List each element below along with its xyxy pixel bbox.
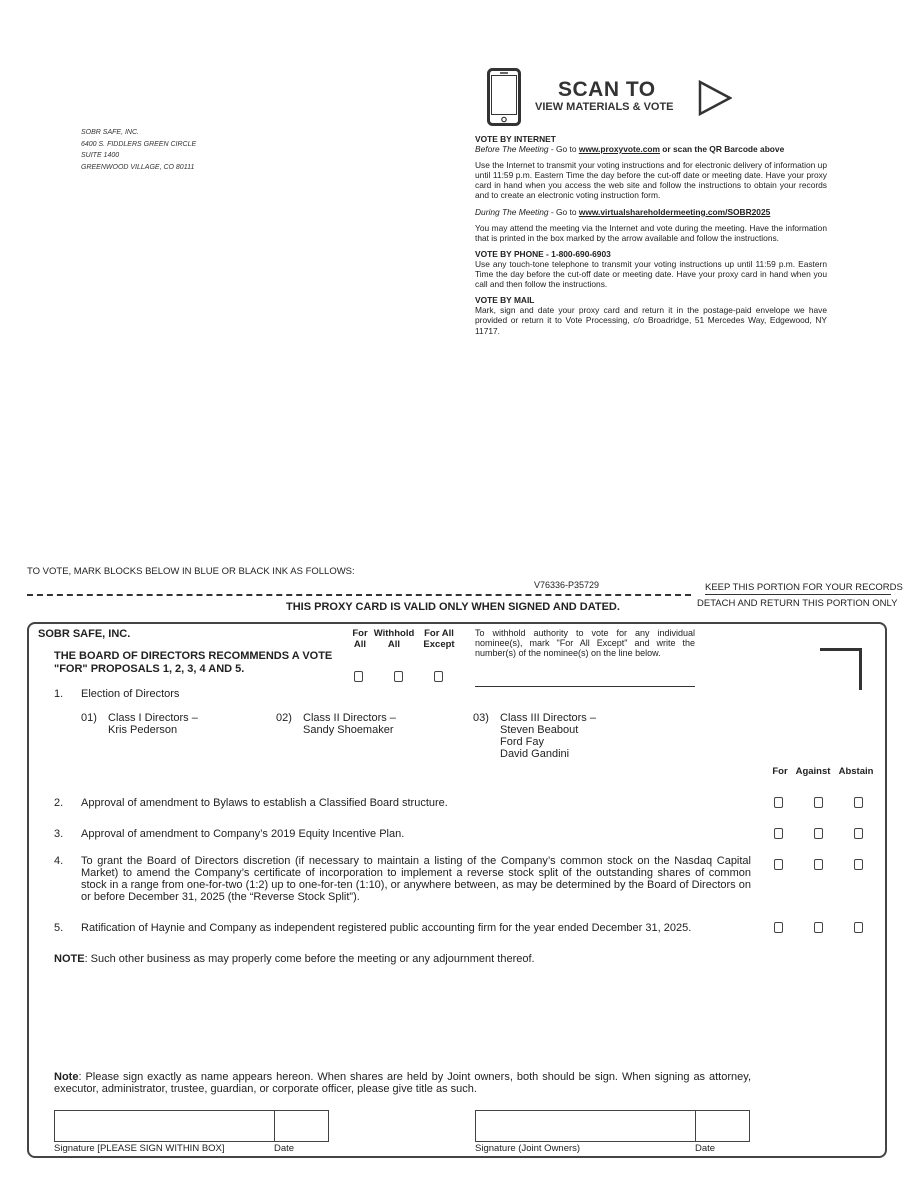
internet-heading: VOTE BY INTERNET: [475, 134, 556, 144]
joint-date-box[interactable]: [695, 1110, 750, 1142]
nominee-line: Ford Fay: [500, 736, 545, 748]
proposal-text: Approval of amendment to Bylaws to establish a Classified Board structure.: [81, 797, 448, 809]
proposal-number: 3.: [54, 828, 64, 840]
internet-paragraph: Use the Internet to transmit your voting instructions and for electronic delivery of information up until 11:59 p.m. Eastern Time the day before the cut-off date or meeting date. Have your proxy card in hand when you access the web site and follow the instructions to obtain your records and to create an electronic voting instruction form.: [475, 160, 827, 201]
detach-line-solid: [705, 594, 891, 595]
address-line: SOBR SAFE, INC.: [81, 129, 139, 136]
virtual-meeting-link[interactable]: www.virtualshareholdermeeting.com/SOBR2025: [578, 206, 771, 217]
for-checkbox[interactable]: [774, 797, 783, 808]
nominee-number: 02): [276, 712, 292, 724]
withhold-instruction: To withhold authority to vote for any individual nominee(s), mark "For All Except" and write the number(s) of the nominee(s) on the line below.: [475, 628, 695, 658]
col-withhold-all: [370, 628, 418, 650]
before-meeting-line: [475, 144, 827, 154]
col-for: For: [772, 766, 788, 777]
col-label: All: [353, 639, 367, 650]
joint-signature-label: Signature (Joint Owners): [475, 1143, 581, 1154]
detach-label: DETACH AND RETURN THIS PORTION ONLY: [697, 598, 898, 609]
proxyvote-link[interactable]: www.proxyvote.com: [578, 144, 660, 155]
signature-label: Signature [PLEASE SIGN WITHIN BOX]: [54, 1143, 225, 1154]
date-box[interactable]: [274, 1110, 329, 1142]
proposal-text: To grant the Board of Directors discretion (if necessary to maintain a listing of the Company’s common stock on the Nasdaq Capital Market) to amend the Company’s certificate of incorporation to implement a reverse stock split of the outstanding shares of common stock in a range from one-for-two (1:2) up to one-for-ten (1:10), or anywhere between, as may be determined by the Board of Directors on or before December 31, 2025 (the “Reverse Stock Split”).: [81, 855, 751, 903]
address-line: GREENWOOD VILLAGE, CO 80111: [81, 163, 195, 171]
before-label: Before The Meeting: [475, 144, 549, 155]
for-all-checkbox[interactable]: [354, 671, 363, 682]
for-checkbox[interactable]: [774, 922, 783, 933]
abstain-checkbox[interactable]: [854, 828, 863, 839]
col-against: Against: [795, 766, 831, 777]
card-company-name: SOBR SAFE, INC.: [38, 628, 131, 640]
nominee-entry: [303, 712, 396, 736]
phone-paragraph: Use any touch-tone telephone to transmit your voting instructions up until 11:59 p.m. Eastern Time the day before the cut-off date or meeting date. Have your proxy card in hand when you call and then follow the instructions.: [475, 258, 827, 290]
abstain-checkbox[interactable]: [854, 922, 863, 933]
nominee-line: Kris Pederson: [108, 724, 178, 736]
col-abstain: Abstain: [838, 766, 874, 777]
board-recommendation: [54, 650, 332, 676]
note-label: NOTE: [54, 953, 85, 965]
nominee-number: 01): [81, 712, 97, 724]
joint-signature-box[interactable]: [475, 1110, 696, 1142]
nominee-entry: [500, 712, 596, 760]
during-label: During The Meeting: [475, 206, 549, 217]
nominee-line: David Gandini: [500, 748, 570, 760]
phone-heading: VOTE BY PHONE - 1-800-690-6903: [475, 248, 611, 259]
col-label: Except: [423, 639, 455, 650]
abstain-checkbox[interactable]: [854, 859, 863, 870]
col-label: Withhold: [373, 628, 415, 639]
nominee-line: Steven Beabout: [500, 724, 579, 736]
corner-mark: [820, 648, 862, 690]
for-all-except-checkbox[interactable]: [434, 671, 443, 682]
signature-box[interactable]: [54, 1110, 275, 1142]
proposal-text: Approval of amendment to Company’s 2019 Equity Incentive Plan.: [81, 828, 405, 840]
note-other-business: [54, 953, 844, 965]
keep-portion-label: KEEP THIS PORTION FOR YOUR RECORDS: [705, 582, 903, 593]
withhold-all-checkbox[interactable]: [394, 671, 403, 682]
abstain-checkbox[interactable]: [854, 797, 863, 808]
nominee-number: 03): [473, 712, 489, 724]
address-line: 6400 S. FIDDLERS GREEN CIRCLE: [81, 140, 197, 148]
col-label: For: [352, 628, 368, 639]
col-for-all-except: [420, 628, 458, 650]
proposal-text: Ratification of Haynie and Company as independent registered public accounting firm for the year ended December 31, 2025.: [81, 922, 692, 934]
col-for-all: [350, 628, 370, 650]
against-checkbox[interactable]: [814, 828, 823, 839]
before-tail: or scan the QR Barcode above: [659, 144, 785, 155]
nominee-entry: [108, 712, 198, 736]
during-paragraph: You may attend the meeting via the Internet and vote during the meeting. Have the information that is printed in the box marked by the arrow available and follow the instructions.: [475, 222, 827, 243]
valid-notice: THIS PROXY CARD IS VALID ONLY WHEN SIGNED AND DATED.: [286, 601, 620, 613]
mark-instruction: TO VOTE, MARK BLOCKS BELOW IN BLUE OR BLACK INK AS FOLLOWS:: [27, 566, 355, 577]
note-label: Note: [54, 1071, 79, 1083]
scan-title: SCAN TO: [558, 78, 656, 101]
scan-subtitle: VIEW MATERIALS & VOTE: [535, 101, 674, 113]
smartphone-icon: [487, 68, 521, 126]
note-text: : Please sign exactly as name appears hereon. When shares are held by Joint owners, both should be sign. When signing as attorney, executor, administrator, trustee, guardian, or corporate officer, please give title as such.: [54, 1071, 751, 1095]
joint-date-label: Date: [695, 1143, 716, 1154]
voting-instructions: [475, 134, 827, 336]
against-checkbox[interactable]: [814, 797, 823, 808]
nominee-line: Class III Directors –: [500, 712, 596, 724]
date-label: Date: [274, 1143, 295, 1154]
play-arrow-icon: [698, 80, 732, 116]
against-checkbox[interactable]: [814, 859, 823, 870]
proposal-number: 4.: [54, 855, 64, 867]
address-line: SUITE 1400: [81, 152, 120, 159]
detach-line: [27, 594, 691, 596]
board-line: "FOR" PROPOSALS 1, 2, 3, 4 AND 5.: [54, 663, 245, 675]
during-text: - Go to: [548, 206, 579, 217]
before-text: - Go to: [548, 144, 579, 155]
col-label: All: [387, 639, 401, 650]
note-text: : Such other business as may properly come before the meeting or any adjournment thereof.: [84, 953, 535, 965]
proposal-number: 2.: [54, 797, 64, 809]
nominee-number-line[interactable]: [475, 686, 695, 687]
control-number: V76336-P35729: [534, 580, 600, 590]
nominee-line: Class II Directors –: [303, 712, 396, 724]
proposal-number: 1.: [54, 688, 64, 700]
against-checkbox[interactable]: [814, 922, 823, 933]
board-line: THE BOARD OF DIRECTORS RECOMMENDS A VOTE: [54, 650, 333, 662]
for-checkbox[interactable]: [774, 828, 783, 839]
nominee-line: Class I Directors –: [108, 712, 198, 724]
col-label: For All: [424, 628, 454, 639]
for-checkbox[interactable]: [774, 859, 783, 870]
note-signing: [54, 1071, 751, 1095]
mailing-address: [81, 127, 196, 173]
mail-heading: VOTE BY MAIL: [475, 295, 535, 306]
nominee-line: Sandy Shoemaker: [303, 724, 394, 736]
proposal-text: Election of Directors: [81, 688, 180, 700]
mail-paragraph: Mark, sign and date your proxy card and return it in the postage-paid envelope we have provided or return it to Vote Processing, c/o Broadridge, 51 Mercedes Way, Edgewood, NY 11717.: [475, 305, 827, 336]
proposal-number: 5.: [54, 922, 64, 934]
during-meeting-line: [475, 207, 827, 217]
